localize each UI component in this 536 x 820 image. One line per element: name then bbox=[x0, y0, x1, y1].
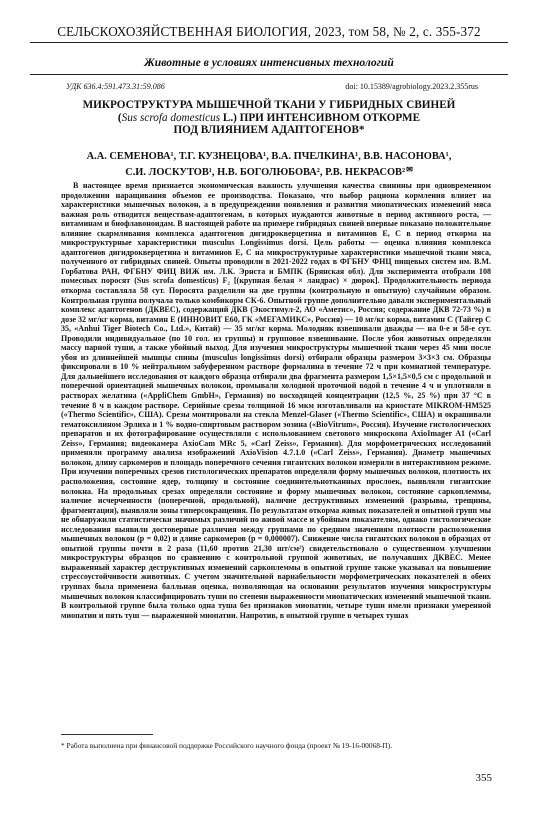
journal-header: СЕЛЬСКОХОЗЯЙСТВЕННАЯ БИОЛОГИЯ, 2023, том 58, № 2, с. 355-372 bbox=[57, 24, 481, 39]
authors-line-2 bbox=[30, 163, 508, 179]
section-rule bbox=[30, 74, 508, 75]
title-line-3: ПОД ВЛИЯНИЕМ АДАПТОГЕНОВ* bbox=[173, 124, 365, 137]
footnote: * Работа выполнена при финансовой поддержке Российского научного фонда (проект № 19-16-00068-П). bbox=[61, 741, 393, 750]
footnote-rule bbox=[61, 734, 153, 735]
article-title bbox=[30, 99, 508, 137]
envelope-icon[interactable]: ✉ bbox=[406, 165, 413, 175]
udk-code: УДК 636.4:591.473.31:59.086 bbox=[66, 82, 165, 91]
header-rule bbox=[30, 42, 508, 43]
title-latin-name: Sus scrofa domesticus bbox=[121, 111, 221, 124]
doi-link[interactable]: doi: 10.15389/agrobiology.2023.2.355rus bbox=[345, 82, 478, 91]
title-paren-open: ( bbox=[117, 111, 122, 124]
authors-line-2-text: С.И. ЛОСКУТОВ¹, Н.В. БОГОЛЮБОВА², Р.В. НЕКРАСОВ² bbox=[125, 167, 406, 179]
abstract bbox=[61, 181, 491, 620]
section-title: Животные в условиях интенсивных технологий bbox=[144, 56, 394, 69]
page-number: 355 bbox=[475, 772, 492, 784]
author-list bbox=[30, 150, 508, 179]
abstract-text: В настоящее время признается экономическая важность улучшения качества свинины при одновременном продолжении наращивания объемов ее производства. Показано, что выбор рациона кормления влияет на характеристики мышечных волокон, а в предупреждении появления и развития миопатических изменений мяса важная роль отводится веществам-адаптогенам, в которых нуждаются животные в период активного роста, — витаминам и биофлавоноидам. В настоящей работе на примере гибридных свиней впервые показано положительное влияние скармливания комплекса адаптогенов дигидрокверцетина и витаминов Е, С в период откорма на микроструктурные характеристики musculus Longissimus dorsi. Цель работы — оценка влияния комплекса адаптогенов дигидрокверцетина и витаминов Е, С на микроструктурные характеристики мышечной ткани мяса, полученного от гибридных свиней. Опыты проводили в 2021-2022 годах в ФГБНУ ФНЦ пищевых систем им. В.М. Горбатова РАН, ФГБНУ ФИЦ ВИЖ им. Л.К. Эрнста и БМПК (Брянская обл). Для эксперимента отобрали 108 помесных поросят (Sus scrofa domesticus) F₂ [(крупная белая × ландрас) × дюрок]. Продолжительность периода откорма составляла 58 сут. Поросята разделили на две группы (контрольную и опытную) случайным образом. Контрольная группа получала только комбикорм СК-6. Опытной группе дополнительно давали экспериментальный комплекс адаптогенов (ДКВЕС), содержащий ДКВ (Экостимул-2, АО «Аметис», Россия; содержание ДКВ 72-73 %) в дозе 32 мг/кг корма, витамин Е (ИННОВИТ Е60, ГК «МЕГАМИКС», Россия) — 10 мг/кг корма, витамин С (Тайгер С 35, «Anhui Tiger Biotech Co., Ltd.», Китай) — 35 мг/кг корма. Молодняк взвешивали дважды — на 0-е и 58-е сут. Проводили индивидуальное (по 10 гол. из группы) и групповое взвешивание. После убоя животных определяли массу парной туши, а также убойный выход. Для изучения микроструктуры мышечной ткани через 45 мин после убоя из длиннейшей мышцы спины (musculus longissimus dorsi) отбирали образцы размером 3×3×3 см. Образцы фиксировали в 10 % нейтральном забуференном растворе формалина в течение 72 ч при комнатной температуре. Для дальнейшего исследования от каждого образца отбирали два фрагмента размером 1,5×1,5×0,5 см с продольной и поперечной ориентацией мышечных волокон, промывали холодной проточной водой в течение 4 ч и уплотняли в растворах желатина («AppliChem GmbH», Германия) по восходящей концентрации (12,5 %, 25 %) при 37 °С в течение 8 ч в каждом растворе. Серийные срезы толщиной 16 мкм изготавливали на криостате MIKROM-HM525 («Thermo Scientific», США). Срезы монтировали на стекла Menzel-Glaser («Thermo Scientific», США) и окрашивали гематоксилином Эрлиха и 1 % водно-спиртовым раствором эозина («BioVitrum», Россия). Изучение гистологических препаратов и их фотографирование осуществляли с использованием светового микроскопа AxioImager A1 («Carl Zeiss», Германия; видеокамера AxioCam MRc 5, «Carl Zeiss», Германия). Для морфометрических исследований применяли программу анализа изображений AxioVision 4.7.1.0 («Carl Zeiss», Германия). Диаметр мышечных волокон, длину саркомеров и площадь поперечного сечения гигантских волокон измеряли в интерактивном режиме. При изучении поперечных срезов гистологических препаратов определяли форму мышечных волокон, плотность их расположения, состояние ядер, толщину и состояние соединительнотканных прослоек, выявляли гигантские волокна. На продольных срезах определяли состояние и форму мышечных волокон, состояние саркоплеммы, наличие исчерченности (поперечной, продольной), наличие деструктивных изменений (разрывы, трещины, фрагментация), выявляли зоны гиперсокращения. По результатам откорма живых показателей и опытной групп мы не обнаружили статистически значимых различий по живой массе и убойным показателям, однако гистологические исследования выявили достоверные различия между группами по средним значениям плотности расположения мышечных волокон (p = 0,02) и длине саркомеров (p = 0,000007). Снижение числа гигантских волокон в образцах от опытной группы почти в 2 раза (11,60 против 21,30 шт/см²) свидетельствовало о существенном улучшении микроструктуры образцов по сравнению с контрольной группой животных, не получавших ДКВЕС. Менее выраженный характер деструктивных изменений саркоплеммы в опытной группе также указывал на повышение стрессоустойчивости животных. С учетом значительной вариабельности морфометрических показателей в обеих группах была применена балльная оценка, позволяющая на основании результатов изучения микроструктуры мышечных волокон классифицировать туши по степени выраженности миопатических изменений мышечной ткани. В контрольной группе была только одна туша без признаков миопатии, четыре туши имели признаки умеренной миопатии и пять туш — выраженной миопатии. Напротив, в опытной группе в четырех тушах bbox=[61, 181, 491, 620]
title-line-1: МИКРОСТРУКТУРА МЫШЕЧНОЙ ТКАНИ У ГИБРИДНЫХ СВИНЕЙ bbox=[82, 99, 456, 111]
title-line-2-rest: L.) ПРИ ИНТЕНСИВНОМ ОТКОРМЕ bbox=[220, 111, 421, 124]
authors-line-1: А.А. СЕМЕНОВА¹, Т.Г. КУЗНЕЦОВА¹, В.А. ПЧЕЛКИНА¹, В.В. НАСОНОВА¹, bbox=[86, 151, 452, 162]
title-line-2 bbox=[30, 112, 508, 125]
